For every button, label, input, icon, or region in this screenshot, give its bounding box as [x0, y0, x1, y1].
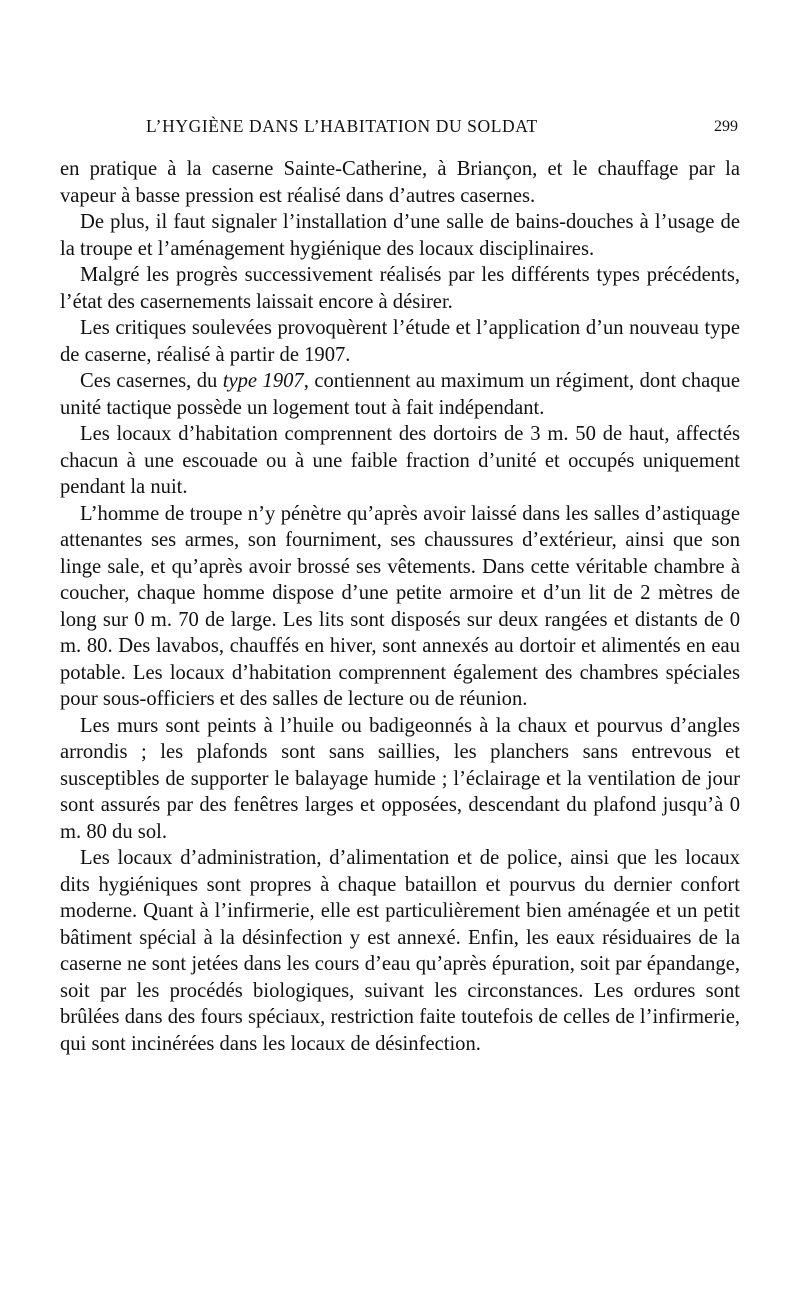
running-title: L’HYGIÈNE DANS L’HABITATION DU SOLDAT [146, 116, 538, 136]
page-header [60, 116, 738, 144]
page-number: 299 [714, 118, 738, 135]
paragraph-critiques: Les critiques soulevées provoquèrent l’étude et l’application d’un nouveau type de caserne, réalisé à partir de 1907. [60, 317, 740, 366]
body-text [60, 156, 740, 1057]
paragraph-progres: Malgré les progrès successivement réalisés par les différents types précédents, l’état des casernements laissait encore à désirer. [60, 264, 740, 313]
paragraph-administration: Les locaux d’administration, d’alimentation et de police, ainsi que les locaux dits hygiéniques sont propres à chaque bataillon et pourvus du dernier confort moderne. Quant à l’infirmerie, elle est particulièrement bien aménagée et un petit bâtiment spécial à la désinfection y est annexé. Enfin, les eaux résiduaires de la caserne ne sont jetées dans les cours d’eau qu’après épuration, soit par épandange, soit par les procédés biologiques, suivant les circonstances. Les ordures sont brûlées dans des fours spéciaux, restriction faite toutefois de celles de l’infirmerie, qui sont incinérées dans les locaux de désinfection. [60, 847, 740, 1055]
paragraph-type-1907 [60, 368, 740, 421]
paragraph-homme-de-troupe: L’homme de troupe n’y pénètre qu’après avoir laissé dans les salles d’astiquage attenantes ses armes, son fourniment, ses chaussures d’extérieur, ainsi que son linge sale, et qu’après avoir brossé ses vêtements. Dans cette véritable chambre à coucher, chaque homme dispose d’une petite armoire et d’un lit de 2 mètres de long sur 0 m. 70 de large. Les lits sont disposés sur deux rangées et distants de 0 m. 80. Des lavabos, chauffés en hiver, sont annexés au dortoir et alimentés en eau potable. Les locaux d’habitation comprennent également des chambres spéciales pour sous-officiers et des salles de lecture ou de réunion. [60, 502, 740, 710]
paragraph-continuation: en pratique à la caserne Sainte-Catherine, à Briançon, et le chauffage par la vapeur à basse pression est réalisé dans d’autres casernes. [60, 158, 740, 207]
paragraph-bains-douches: De plus, il faut signaler l’installation d’une salle de bains-douches à l’usage de la troupe et l’aménagement hygiénique des locaux disciplinaires. [60, 211, 740, 260]
paragraph-murs: Les murs sont peints à l’huile ou badigeonnés à la chaux et pourvus d’angles arrondis ; les plafonds sont sans saillies, les planchers sans entrevous et susceptibles de supporter le balayage humide ; l’éclairage et la ventilation de jour sont assurés par des fenêtres larges et opposées, descendant du plafond jusqu’à 0 m. 80 du sol. [60, 714, 740, 843]
paragraph-locaux-habitation: Les locaux d’habitation comprennent des dortoirs de 3 m. 50 de haut, affectés chacun à une escouade ou à une faible fraction d’unité et occupés uniquement pendant la nuit. [60, 423, 740, 498]
type-1907-after: , contiennent au maximum un régiment, dont chaque unité tactique possède un logement tout à fait indépendant. [60, 370, 740, 419]
type-1907-before: Ces casernes, du [80, 370, 223, 392]
type-1907-italic: type 1907 [222, 370, 304, 392]
